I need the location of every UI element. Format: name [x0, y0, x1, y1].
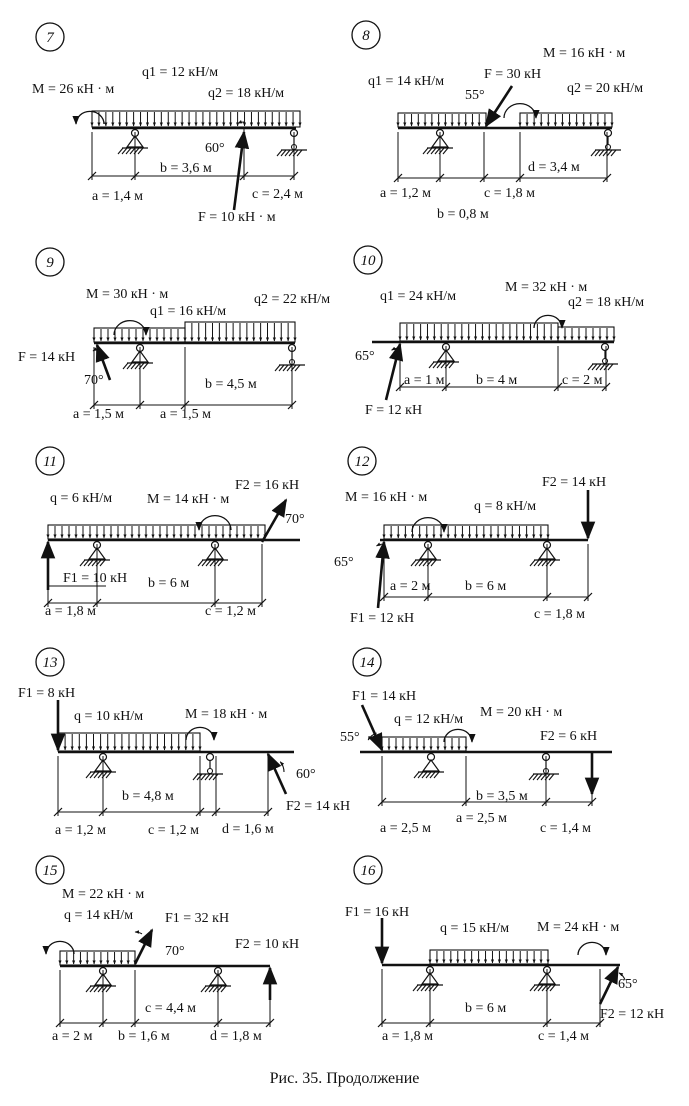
dim-c-label: c = 1,8 м	[534, 607, 585, 622]
problem-number: 14	[359, 655, 375, 671]
force-f2-label: F2 = 12 кН	[600, 1007, 665, 1022]
angle-arc	[238, 122, 244, 123]
problem-number: 10	[360, 253, 376, 269]
roller-hinge	[602, 344, 609, 351]
force-label: F = 12 кН	[365, 403, 423, 418]
dim-b-label: b = 4,5 м	[205, 377, 257, 392]
dim-a-label: a = 2 м	[52, 1029, 93, 1044]
dim-d-label: d = 1,6 м	[222, 822, 274, 837]
q-label: q = 15 кН/м	[440, 921, 510, 936]
moment-label: M = 30 кН · м	[86, 287, 169, 302]
problem-13	[18, 648, 350, 838]
moment-arc	[76, 111, 104, 124]
roller-hinge	[605, 130, 612, 137]
angle-label: 65°	[618, 977, 638, 992]
q1-label: q1 = 14 кН/м	[368, 74, 445, 89]
angle-label: 60°	[296, 767, 316, 782]
dim-b-label: b = 1,6 м	[118, 1029, 170, 1044]
force-arrow	[234, 132, 244, 210]
problem-10	[354, 246, 644, 418]
angle-label: 70°	[84, 373, 104, 388]
problem-number: 8	[362, 28, 370, 44]
force-f2-label: F2 = 14 кН	[542, 475, 607, 490]
problem-number: 11	[43, 454, 57, 470]
problem-9	[18, 248, 330, 422]
force-f2-label: F2 = 10 кН	[235, 937, 300, 952]
problem-number: 7	[46, 30, 54, 46]
problem-16	[345, 856, 664, 1044]
moment-label: M = 14 кН · м	[147, 492, 230, 507]
force-arrow	[486, 86, 512, 126]
force-arrow	[135, 930, 152, 964]
angle-label: 60°	[205, 141, 225, 156]
force-label: F = 30 кН	[484, 67, 542, 82]
dim-d-label: d = 1,8 м	[210, 1029, 262, 1044]
problem-number: 15	[42, 863, 58, 879]
angle-label: 55°	[340, 730, 360, 745]
dim-b-label: b = 6 м	[148, 576, 190, 591]
dim-a-label: a = 2,5 м	[380, 821, 431, 836]
q1-label: q1 = 24 кН/м	[380, 289, 457, 304]
moment-label: M = 22 кН · м	[62, 887, 145, 902]
problem-7	[32, 23, 307, 225]
moment-label: M = 32 кН · м	[505, 280, 588, 295]
q2-label: q2 = 18 кН/м	[568, 295, 645, 310]
problem-15	[36, 856, 299, 1044]
dim-a-label: a = 1,2 м	[380, 186, 431, 201]
force-f2-label: F2 = 6 кН	[540, 729, 598, 744]
force-f2-label: F2 = 16 кН	[235, 478, 300, 493]
dim-a-label: a = 1,8 м	[382, 1029, 433, 1044]
q1-label: q1 = 12 кН/м	[142, 65, 219, 80]
dim-a2-label: a = 2,5 м	[456, 811, 507, 826]
force-f1-label: F1 = 32 кН	[165, 911, 230, 926]
q-label: q = 6 кН/м	[50, 491, 113, 506]
problem-number: 9	[46, 255, 54, 271]
problem-14	[340, 648, 612, 836]
dim-a-label: a = 2 м	[390, 579, 431, 594]
q-label: q = 14 кН/м	[64, 908, 134, 923]
dim-c-label: c = 2,4 м	[252, 187, 303, 202]
dim-d-label: d = 3,4 м	[528, 160, 580, 175]
distributed-load-block	[48, 525, 265, 539]
problem-diagrams	[18, 21, 664, 1044]
q2-label: q2 = 20 кН/м	[567, 81, 644, 96]
force-arrow	[268, 754, 286, 794]
dim-c-label: c = 1,4 м	[538, 1029, 589, 1044]
dim-b-label: b = 3,5 м	[476, 789, 528, 804]
problem-number: 13	[42, 655, 58, 671]
figure-caption: Рис. 35. Продолжение	[269, 1070, 420, 1087]
problem-8	[352, 21, 643, 222]
q-label: q = 8 кН/м	[474, 499, 537, 514]
moment-arc	[444, 729, 472, 742]
roller-hinge-lower	[208, 769, 213, 774]
distributed-load-block	[60, 951, 135, 965]
angle-label: 65°	[334, 555, 354, 570]
dim-b-label: b = 0,8 м	[437, 207, 489, 222]
dim-c-label: c = 1,2 м	[148, 823, 199, 838]
force-arrow	[362, 705, 382, 750]
problem-11	[36, 447, 305, 619]
dim-a-label: a = 1,5 м	[73, 407, 124, 422]
roller-hinge-lower	[603, 359, 608, 364]
force-f1-label: F1 = 16 кН	[345, 905, 410, 920]
problem-number: 16	[360, 863, 376, 879]
force-f1-label: F1 = 8 кН	[18, 686, 76, 701]
force-label: F = 10 кН · м	[198, 210, 276, 225]
moment-label: M = 16 кН · м	[345, 490, 428, 505]
angle-label: 55°	[465, 88, 485, 103]
force-arrow	[262, 500, 286, 542]
dim-a-label: a = 1,4 м	[92, 189, 143, 204]
dim-c-label: c = 2 м	[562, 373, 603, 388]
dim-a-label: a = 1 м	[404, 373, 445, 388]
dim-b-label: b = 4,8 м	[122, 789, 174, 804]
dim-c-label: c = 1,8 м	[484, 186, 535, 201]
moment-label: M = 16 кН · м	[543, 46, 626, 61]
dim-b-label: b = 6 м	[465, 1001, 507, 1016]
force-arrow	[600, 967, 618, 1004]
dim-b-label: b = 3,6 м	[160, 161, 212, 176]
force-f1-label: F1 = 12 кН	[350, 611, 415, 626]
moment-label: M = 18 кН · м	[185, 707, 268, 722]
pin-support-icon	[423, 760, 439, 771]
angle-arc	[135, 932, 142, 934]
roller-hinge-lower	[606, 145, 611, 150]
dim-c-label: c = 1,2 м	[205, 604, 256, 619]
dim-a2-label: a = 1,5 м	[160, 407, 211, 422]
angle-label: 70°	[285, 512, 305, 527]
moment-label: M = 26 кН · м	[32, 82, 115, 97]
force-label: F = 14 кН	[18, 350, 76, 365]
moment-arc	[199, 516, 231, 530]
moment-arc	[578, 942, 606, 955]
dim-b-label: b = 4 м	[476, 373, 518, 388]
dim-a-label: a = 1,8 м	[45, 604, 96, 619]
moment-label: M = 20 кН · м	[480, 705, 563, 720]
dim-c-label: c = 1,4 м	[540, 821, 591, 836]
force-arrow	[386, 344, 400, 400]
force-f1-label: F1 = 14 кН	[352, 689, 417, 704]
moment-label: M = 24 кН · м	[537, 920, 620, 935]
angle-label: 70°	[165, 944, 185, 959]
roller-hinge	[207, 754, 214, 761]
dim-a-label: a = 1,2 м	[55, 823, 106, 838]
distributed-load-block	[430, 950, 548, 964]
angle-arc	[280, 762, 284, 772]
q-label: q = 10 кН/м	[74, 709, 144, 724]
dim-c-label: c = 4,4 м	[145, 1001, 196, 1016]
force-f1-label: F1 = 10 кН	[63, 571, 128, 586]
problem-12	[334, 447, 606, 626]
problem-number: 12	[354, 454, 370, 470]
q-label: q = 12 кН/м	[394, 712, 464, 727]
q1-label: q1 = 16 кН/м	[150, 304, 227, 319]
dim-b-label: b = 6 м	[465, 579, 507, 594]
q2-label: q2 = 18 кН/м	[208, 86, 285, 101]
angle-label: 65°	[355, 349, 375, 364]
distributed-load-block	[384, 525, 548, 539]
q2-label: q2 = 22 кН/м	[254, 292, 331, 307]
force-f2-label: F2 = 14 кН	[286, 799, 351, 814]
